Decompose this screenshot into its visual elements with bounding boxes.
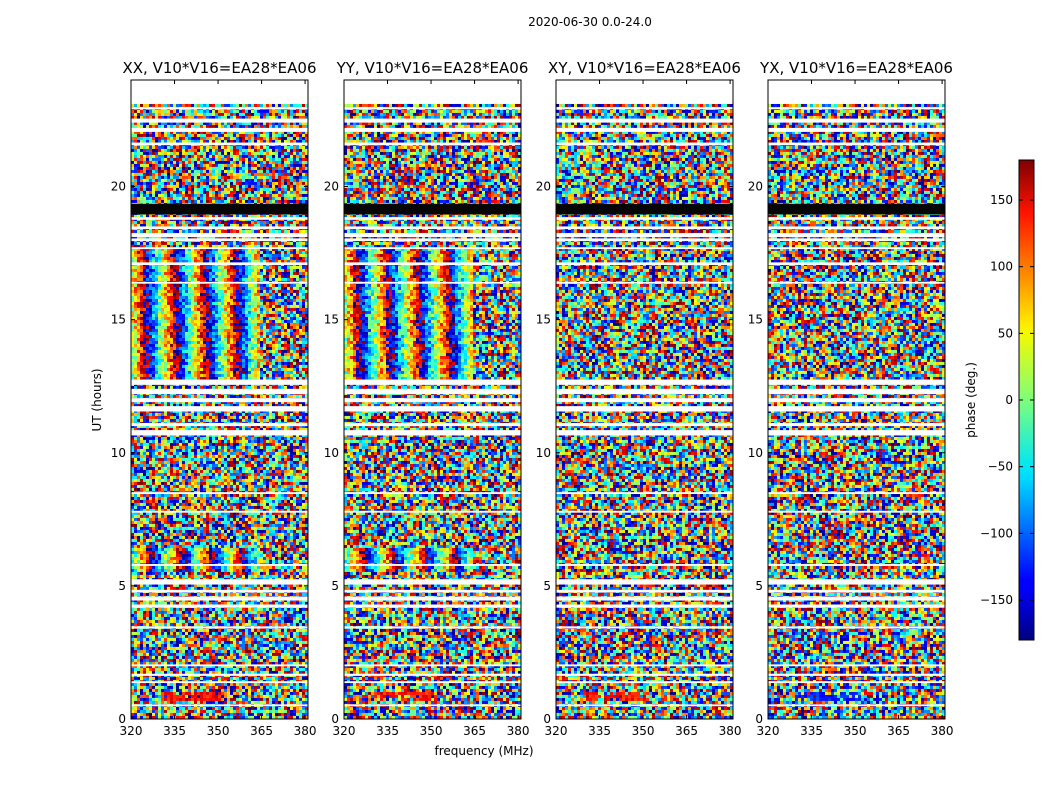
flagged-band xyxy=(344,389,521,394)
phase-image xyxy=(768,104,945,722)
y-tick-label: 15 xyxy=(748,313,763,327)
flagged-band xyxy=(768,430,945,435)
flagged-band xyxy=(131,681,308,683)
y-tick-label: 15 xyxy=(324,313,339,327)
flagged-band xyxy=(556,664,733,666)
colorbar-label: phase (deg.) xyxy=(964,362,978,438)
flagged-band xyxy=(344,664,521,666)
flagged-band xyxy=(768,590,945,593)
flagged-band xyxy=(768,511,945,513)
flagged-band xyxy=(344,579,521,584)
flagged-band xyxy=(131,107,308,109)
flagged-band xyxy=(131,626,308,628)
y-tick-label: 5 xyxy=(543,579,551,593)
flagged-band xyxy=(556,597,733,601)
flagged-band xyxy=(131,590,308,593)
flagged-band xyxy=(131,217,308,220)
flagged-band xyxy=(768,605,945,608)
flagged-band xyxy=(344,262,521,265)
flagged-band xyxy=(344,511,521,513)
flagged-band xyxy=(768,389,945,394)
flagged-band xyxy=(556,128,733,132)
flagged-band xyxy=(556,226,733,229)
flagged-band xyxy=(344,217,521,220)
flagged-band xyxy=(556,119,733,123)
y-tick-label: 20 xyxy=(536,180,551,194)
flagged-band xyxy=(344,282,521,284)
y-tick-label: 0 xyxy=(755,712,763,726)
x-axis-label: frequency (MHz) xyxy=(434,744,533,758)
y-tick-label: 5 xyxy=(118,579,126,593)
flagged-band xyxy=(556,389,733,394)
dense-flagged-band xyxy=(768,204,945,215)
flagged-band xyxy=(131,423,308,426)
x-tick-label: 320 xyxy=(757,724,780,738)
x-tick-label: 380 xyxy=(294,724,317,738)
flagged-band xyxy=(131,143,308,146)
flagged-band xyxy=(768,143,945,146)
flagged-band xyxy=(344,238,521,241)
flagged-band xyxy=(556,398,733,402)
flagged-band xyxy=(131,664,308,666)
flagged-band xyxy=(344,681,521,683)
y-tick-label: 20 xyxy=(748,180,763,194)
flagged-band xyxy=(344,430,521,435)
x-tick-label: 380 xyxy=(719,724,742,738)
panel-title: XX, V10*V16=EA28*EA06 xyxy=(122,59,316,77)
panel-title: YY, V10*V16=EA28*EA06 xyxy=(336,59,529,77)
flagged-band xyxy=(344,597,521,601)
x-tick-label: 335 xyxy=(163,724,186,738)
flagged-band xyxy=(768,704,945,706)
flagged-band xyxy=(344,107,521,109)
y-tick-label: 20 xyxy=(324,180,339,194)
phase-image xyxy=(556,104,733,722)
flagged-band xyxy=(344,492,521,494)
flagged-band xyxy=(344,674,521,676)
flagged-band xyxy=(768,579,945,584)
flagged-band xyxy=(556,282,733,284)
panel-1 xyxy=(111,59,317,738)
x-tick-label: 350 xyxy=(207,724,230,738)
figure-suptitle: 2020-06-30 0.0-24.0 xyxy=(528,15,652,29)
phase-image xyxy=(344,104,521,722)
flagged-band xyxy=(131,564,308,566)
flagged-band xyxy=(556,674,733,676)
flagged-band xyxy=(131,579,308,584)
dense-flagged-band xyxy=(131,204,308,215)
flagged-band xyxy=(768,238,945,241)
flagged-band xyxy=(768,282,945,284)
flagged-band xyxy=(131,511,308,513)
y-tick-label: 0 xyxy=(331,712,339,726)
y-tick-label: 10 xyxy=(748,446,763,460)
flagged-band xyxy=(344,704,521,706)
flagged-band xyxy=(768,398,945,402)
flagged-band xyxy=(131,674,308,676)
flagged-band xyxy=(556,143,733,146)
y-tick-label: 15 xyxy=(536,313,551,327)
flagged-band xyxy=(344,380,521,385)
x-tick-label: 320 xyxy=(333,724,356,738)
colorbar-tick-label: 50 xyxy=(998,326,1013,340)
flagged-band xyxy=(768,217,945,220)
panel-2 xyxy=(324,59,530,738)
flagged-band xyxy=(556,626,733,628)
flagged-band xyxy=(768,119,945,123)
flagged-band xyxy=(131,119,308,123)
flagged-band xyxy=(556,233,733,237)
flagged-band xyxy=(344,626,521,628)
y-tick-label: 10 xyxy=(324,446,339,460)
y-tick-label: 10 xyxy=(111,446,126,460)
flagged-band xyxy=(556,579,733,584)
x-tick-label: 350 xyxy=(632,724,655,738)
y-tick-label: 5 xyxy=(755,579,763,593)
dense-flagged-band xyxy=(556,204,733,215)
flagged-band xyxy=(344,128,521,132)
flagged-band xyxy=(768,564,945,566)
flagged-band xyxy=(131,597,308,601)
flagged-band xyxy=(768,226,945,229)
y-tick-label: 5 xyxy=(331,579,339,593)
flagged-band xyxy=(556,262,733,265)
flagged-band xyxy=(556,107,733,109)
colorbar-tick-label: 150 xyxy=(990,193,1013,207)
flagged-band xyxy=(768,681,945,683)
flagged-band xyxy=(556,380,733,385)
flagged-band xyxy=(344,119,521,123)
x-tick-label: 335 xyxy=(588,724,611,738)
flagged-band xyxy=(344,233,521,237)
x-tick-label: 320 xyxy=(545,724,568,738)
flagged-band xyxy=(556,681,733,683)
flagged-band xyxy=(344,564,521,566)
x-tick-label: 365 xyxy=(463,724,486,738)
panel-3 xyxy=(536,59,742,738)
panel-title: XY, V10*V16=EA28*EA06 xyxy=(548,59,741,77)
flagged-band xyxy=(556,217,733,220)
y-axis-label: UT (hours) xyxy=(90,368,104,431)
flagged-band xyxy=(768,626,945,628)
flagged-band xyxy=(344,590,521,593)
flagged-band xyxy=(556,430,733,435)
flagged-band xyxy=(768,262,945,265)
flagged-band xyxy=(131,605,308,608)
flagged-band xyxy=(556,704,733,706)
flagged-band xyxy=(131,492,308,494)
colorbar-tick-label: −150 xyxy=(980,593,1013,607)
x-tick-label: 350 xyxy=(844,724,867,738)
colorbar xyxy=(964,160,1034,640)
x-tick-label: 320 xyxy=(120,724,143,738)
flagged-band xyxy=(556,406,733,411)
x-tick-label: 335 xyxy=(376,724,399,738)
x-tick-label: 365 xyxy=(887,724,910,738)
flagged-band xyxy=(556,605,733,608)
flagged-band xyxy=(768,674,945,676)
y-tick-label: 0 xyxy=(543,712,551,726)
flagged-band xyxy=(768,492,945,494)
flagged-band xyxy=(768,380,945,385)
flagged-band xyxy=(131,247,308,249)
flagged-band xyxy=(131,128,308,132)
y-tick-label: 15 xyxy=(111,313,126,327)
y-tick-label: 0 xyxy=(118,712,126,726)
flagged-band xyxy=(131,389,308,394)
phase-image xyxy=(131,104,308,722)
flagged-band xyxy=(344,398,521,402)
flagged-band xyxy=(556,247,733,249)
panel-title: YX, V10*V16=EA28*EA06 xyxy=(759,59,953,77)
flagged-band xyxy=(768,128,945,132)
flagged-band xyxy=(556,238,733,241)
flagged-band xyxy=(556,590,733,593)
flagged-band xyxy=(131,406,308,411)
flagged-band xyxy=(131,704,308,706)
flagged-band xyxy=(131,262,308,265)
colorbar-tick-label: −50 xyxy=(988,460,1013,474)
flagged-band xyxy=(344,247,521,249)
x-tick-label: 380 xyxy=(507,724,530,738)
flagged-band xyxy=(556,423,733,426)
flagged-band xyxy=(344,406,521,411)
x-tick-label: 335 xyxy=(800,724,823,738)
y-tick-label: 10 xyxy=(536,446,551,460)
flagged-band xyxy=(131,430,308,435)
flagged-band xyxy=(344,143,521,146)
flagged-band xyxy=(131,398,308,402)
flagged-band xyxy=(344,226,521,229)
x-tick-label: 380 xyxy=(931,724,954,738)
panel-4 xyxy=(748,59,954,738)
flagged-band xyxy=(768,664,945,666)
flagged-band xyxy=(344,423,521,426)
flagged-band xyxy=(768,247,945,249)
flagged-band xyxy=(131,233,308,237)
y-tick-label: 20 xyxy=(111,180,126,194)
dense-flagged-band xyxy=(344,204,521,215)
flagged-band xyxy=(768,406,945,411)
flagged-band xyxy=(344,605,521,608)
flagged-band xyxy=(131,282,308,284)
x-tick-label: 365 xyxy=(675,724,698,738)
flagged-band xyxy=(556,492,733,494)
flagged-band xyxy=(131,238,308,241)
flagged-band xyxy=(556,564,733,566)
colorbar-tick-label: 100 xyxy=(990,260,1013,274)
flagged-band xyxy=(768,107,945,109)
colorbar-tick-label: −100 xyxy=(980,526,1013,540)
flagged-band xyxy=(768,597,945,601)
flagged-band xyxy=(768,233,945,237)
panels xyxy=(111,59,954,738)
flagged-band xyxy=(131,380,308,385)
flagged-band xyxy=(556,511,733,513)
flagged-band xyxy=(131,226,308,229)
flagged-band xyxy=(768,423,945,426)
colorbar-tick-label: 0 xyxy=(1005,393,1013,407)
x-tick-label: 350 xyxy=(420,724,443,738)
x-tick-label: 365 xyxy=(250,724,273,738)
